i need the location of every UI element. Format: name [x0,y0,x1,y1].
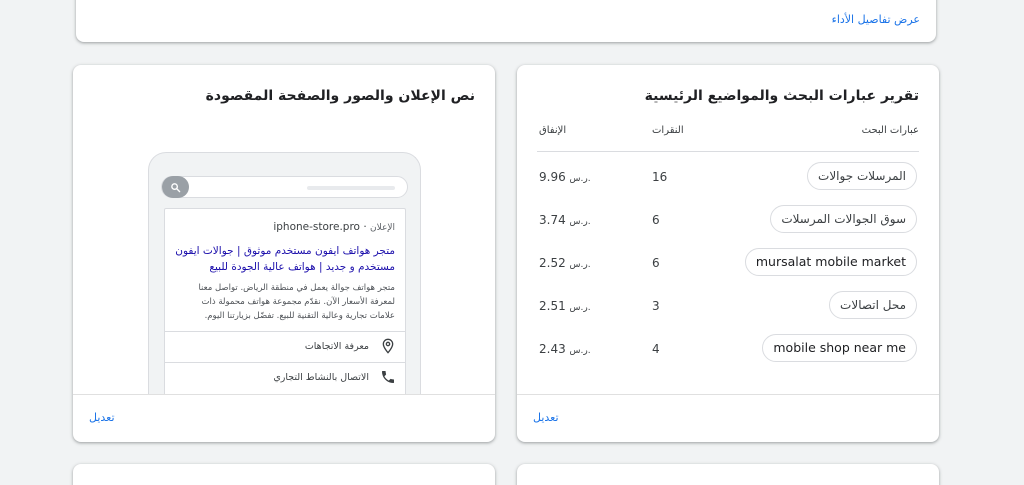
currency: ر.س. [569,217,591,227]
column-header-clicks: النقرات [652,125,684,136]
clicks-value: 16 [652,170,668,184]
phone-icon [380,369,396,385]
spend-value [539,256,594,270]
spend-amount: 2.43 [539,342,566,356]
directions-extension[interactable] [165,331,405,362]
clicks-value: 6 [652,213,660,227]
ad-description: متجر هواتف جوالة يعمل في منطقة الرياض. تواصل معنا لمعرفة الأسعار الآن. نقدّم مجموعة هواتف محمولة ذات علامات تجارية وعالية التقنية للبيع. تفضّل بزيارتنا اليوم. [198,283,395,321]
currency: ر.س. [569,260,591,270]
spend-amount: 2.52 [539,256,566,270]
table-row [537,245,919,277]
ad-result [164,208,406,395]
ad-domain: iphone-store.pro [273,221,360,233]
clicks-value: 4 [652,342,660,356]
column-header-search-phrases: عبارات البحث [861,125,919,136]
table-header [537,122,919,152]
search-phrase-chip[interactable]: سوق الجوالات المرسلات [770,205,917,233]
search-bar [161,176,408,198]
column-header-spend: الإنفاق [539,125,567,136]
spend-value [539,213,594,227]
next-card-right [517,464,939,485]
clicks-value: 6 [652,256,660,270]
view-performance-details-link[interactable]: عرض تفاصيل الأداء [831,13,920,26]
card-title: تقرير عبارات البحث والمواضيع الرئيسية [644,88,919,104]
performance-card [76,0,936,42]
spend-amount: 3.74 [539,213,566,227]
search-phrase-chip[interactable]: mobile shop near me [762,334,917,362]
card-title: نص الإعلان والصور والصفحة المقصودة [205,88,475,104]
spend-amount: 9.96 [539,170,566,184]
spend-value [539,170,594,184]
location-pin-icon [380,338,396,354]
table-row [537,331,919,363]
table-row [537,159,919,191]
search-terms-report-card [517,65,939,442]
currency: ر.س. [569,303,591,313]
clicks-value: 3 [652,299,660,313]
search-placeholder-bar [307,186,395,190]
search-phrase-chip[interactable]: محل اتصالات [829,291,917,319]
card-footer [517,394,939,442]
spend-amount: 2.51 [539,299,566,313]
table-row [537,202,919,234]
extension-label: الاتصال بالنشاط التجاري [273,372,369,383]
spend-value [539,342,594,356]
currency: ر.س. [569,174,591,184]
ad-preview-card [73,65,495,442]
card-footer [73,394,495,442]
spend-value [539,299,594,313]
extension-label: معرفة الاتجاهات [304,341,369,352]
ad-label: الإعلان [370,223,395,233]
search-phrase-chip[interactable]: المرسلات جوالات [807,162,917,190]
separator-dot: · [359,221,367,233]
call-extension[interactable] [165,362,405,393]
next-card-left [73,464,495,485]
search-phrase-chip[interactable]: mursalat mobile market [745,248,917,276]
ad-header [273,221,395,233]
edit-link[interactable]: تعديل [89,411,115,424]
search-icon [162,176,189,198]
ad-headline[interactable]: متجر هواتف ايفون مستخدم موثوق | جوالات ايفون مستخدم و جديد | هواتف عالية الجودة للبيع [175,245,395,273]
currency: ر.س. [569,346,591,356]
edit-link[interactable]: تعديل [533,411,559,424]
phone-mockup [148,152,421,395]
table-row [537,288,919,320]
